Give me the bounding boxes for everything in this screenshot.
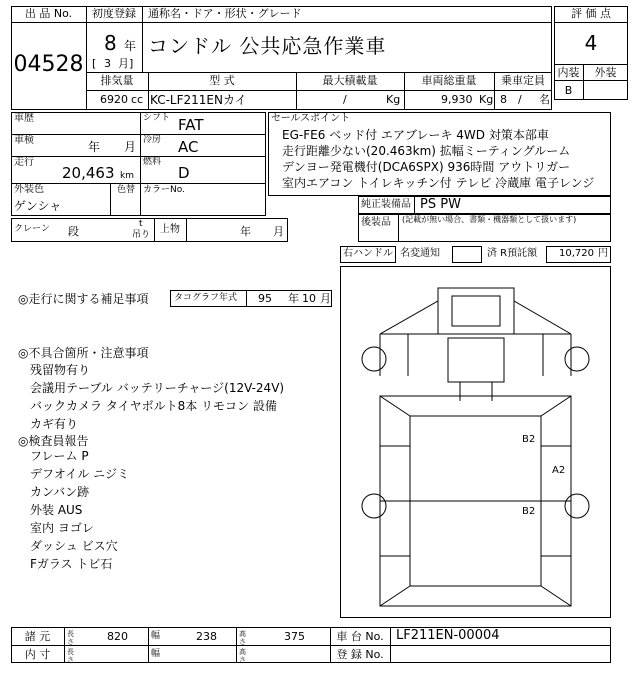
cab-right-panel (514, 301, 571, 334)
color-no-label: カラーNo. (143, 185, 185, 195)
vehicle-name: コンドル 公共応急作業車 (148, 34, 387, 58)
height: 375 (284, 630, 305, 643)
model-label: 型 式 (209, 74, 235, 87)
length: 820 (107, 630, 128, 643)
max-load-value: / (343, 93, 347, 106)
max-load-unit: Kg (386, 93, 401, 106)
inspector-line: 外装 AUS (30, 503, 83, 517)
gross-weight: 9,930 (441, 93, 473, 106)
month-bracket: [ (92, 57, 97, 70)
defect-line: カギ有り (30, 417, 79, 431)
divider (86, 90, 552, 91)
gross-weight-label: 車両総重量 (421, 74, 477, 87)
in-width-label: 幅 (151, 649, 161, 659)
in-length-label: 長さ (67, 648, 74, 664)
divider (554, 22, 628, 23)
reg-number-label: 登 録 No. (336, 648, 384, 661)
oem-label: 純正装備品 (361, 199, 411, 210)
gross-weight-unit: Kg (479, 93, 494, 106)
interior-grade: B (564, 84, 573, 97)
sales-points-label: セールスポイント (271, 113, 351, 124)
divider (140, 112, 141, 216)
name-change-label: 名変通知 (400, 248, 440, 259)
defects-label: ◎不具合箇所・注意事項 (18, 346, 149, 360)
capacity-unit: 名 (539, 93, 550, 106)
fuel-label: 燃料 (143, 157, 162, 167)
ac: AC (178, 138, 199, 156)
divider (148, 627, 149, 663)
height-label: 高さ (239, 630, 246, 646)
sales-point-line: 室内エアコン トイレキッチン付 テレビ 冷蔵庫 電子レンジ (282, 176, 595, 190)
rear-left-wheel (362, 494, 386, 518)
divider (110, 183, 111, 216)
cab-left-panel (380, 301, 438, 334)
top-month-unit: 月 (273, 225, 284, 238)
capacity-label: 乗車定員 (501, 74, 545, 87)
truck-body-diagram (340, 266, 611, 618)
divider (236, 627, 237, 663)
divider (142, 6, 143, 72)
interior-dims-label: 内 寸 (24, 648, 51, 661)
width-label: 幅 (151, 631, 161, 641)
defect-line: バックカメラ タイヤボルト8本 リモコン 設備 (30, 399, 277, 413)
inspection-month-unit: 月 (124, 140, 137, 154)
damage-mark: B2 (522, 506, 536, 517)
divider (554, 80, 628, 81)
inspector-line: 室内 ヨゴレ (30, 521, 94, 535)
inspector-line: Fガラス トビ石 (30, 557, 113, 571)
divider (86, 22, 552, 23)
inspector-line: ダッシュ ビス穴 (30, 539, 118, 553)
divider (11, 134, 266, 135)
mileage: 20,463 (62, 164, 115, 182)
tacho-month: 10 (302, 292, 316, 305)
name-label: 通称名・ドア・形状・グレード (148, 7, 302, 20)
recycle-amount: 10,720 (559, 248, 594, 259)
in-height-label: 高さ (239, 648, 246, 664)
inspector-line: デフオイル ニジミ (30, 467, 130, 481)
mileage-label: 走行 (14, 157, 34, 168)
ext-color-label: 外装色 (14, 184, 44, 195)
windshield-panel (452, 296, 500, 326)
mileage-unit: km (120, 171, 134, 181)
divider (414, 196, 415, 214)
name-change-box (452, 246, 482, 263)
ac-label: 冷房 (143, 135, 162, 145)
inspection-label: 車検 (14, 135, 34, 146)
body-line (541, 396, 571, 416)
history-label: 車歴 (14, 113, 34, 124)
front-left-wheel (362, 347, 386, 371)
divider (11, 183, 266, 184)
crane-lift: 吊り (132, 230, 151, 240)
sales-point-line: EG-FE6 ベッド付 エアブレーキ 4WD 対策本部車 (282, 128, 549, 142)
lot-number: 04528 (13, 52, 84, 77)
divider (11, 645, 611, 646)
damage-mark: B2 (522, 434, 536, 445)
rhd-label: 右ハンドル (343, 248, 393, 259)
crane-t: t (139, 219, 143, 229)
driving-notes-label: ◎走行に関する補足事項 (18, 292, 149, 306)
first-reg-month: 3 (104, 57, 111, 70)
sales-point-line: 走行距離少ない(20.463km) 拡幅ミーティングルーム (282, 144, 571, 158)
recycle-label: 済 R預託額 (487, 248, 538, 259)
aftermarket-note: (記載が無い場合、書類・機器類として扱います) (402, 215, 577, 224)
interior-grade-label: 内装 (557, 66, 580, 79)
capacity: 8 (500, 93, 507, 106)
top-year-unit: 年 (240, 225, 251, 238)
first-reg-year: 8 (104, 31, 117, 55)
divider (398, 214, 399, 242)
crane-label: クレーン (14, 224, 50, 234)
inspector-line: カンバン跡 (30, 485, 90, 499)
body-line (380, 586, 410, 606)
front-right-wheel (565, 347, 589, 371)
chassis-number: LF211EN-00004 (396, 628, 500, 643)
top-label: 上物 (160, 224, 180, 235)
capacity-sep: / (518, 93, 522, 106)
divider (11, 156, 266, 157)
divider (86, 72, 552, 73)
tacho-year: 95 (258, 292, 272, 305)
recycle-unit: 円 (598, 248, 608, 259)
month-unit: 月] (118, 57, 134, 70)
displacement: 6920 (100, 93, 128, 106)
first-reg-label: 初度登録 (92, 7, 136, 20)
body-line (541, 586, 571, 606)
inspector-line: フレーム P (30, 449, 89, 463)
inspection-year-unit: 年 (88, 140, 101, 154)
score-value: 4 (584, 31, 598, 55)
chassis-label: 車 台 No. (336, 630, 384, 643)
max-load-label: 最大積載量 (322, 74, 378, 87)
exterior-grade-label: 外装 (594, 66, 617, 79)
dims-label: 諸 元 (24, 630, 51, 643)
crane-stage: 段 (68, 225, 79, 238)
body-line (380, 396, 410, 416)
inspector-label: ◎検査員報告 (18, 434, 89, 448)
tacho-month-unit: 月 (320, 292, 331, 305)
oem-value: PS PW (420, 197, 461, 212)
divider (246, 290, 247, 307)
divider (64, 627, 65, 663)
lot-label: 出 品 No. (24, 7, 73, 20)
width: 238 (196, 630, 217, 643)
defect-line: 残留物有り (30, 363, 91, 377)
divider (554, 64, 628, 65)
color-change-label: 色替 (117, 185, 136, 195)
sales-point-line: デンヨー発電機付(DCA6SPX) 936時間 アウトリガー (282, 160, 571, 174)
tacho-year-unit: 年 (288, 292, 299, 305)
divider (186, 218, 187, 242)
aftermarket-label: 後装品 (361, 217, 391, 228)
damage-mark: A2 (552, 465, 566, 476)
model: KC-LF211ENカイ (150, 93, 247, 107)
score-label: 評 価 点 (571, 7, 611, 20)
tacho-label: タコグラフ年式 (174, 293, 238, 303)
year-unit: 年 (124, 39, 137, 53)
divider (11, 22, 86, 23)
shift-label: シフト (143, 113, 171, 123)
rear-right-wheel (565, 494, 589, 518)
displacement-label: 排気量 (100, 74, 134, 87)
length-label: 長さ (67, 630, 74, 646)
shift: FAT (178, 116, 204, 134)
defect-line: 会議用テーブル バッテリーチャージ(12V-24V) (30, 381, 285, 395)
divider (154, 218, 155, 242)
cab-roof-panel (438, 288, 514, 334)
ext-color: ゲンシャ (14, 199, 62, 213)
displacement-unit: cc (131, 93, 144, 106)
engine-hood-panel (448, 338, 504, 382)
fuel: D (178, 164, 190, 182)
divider (390, 627, 391, 663)
